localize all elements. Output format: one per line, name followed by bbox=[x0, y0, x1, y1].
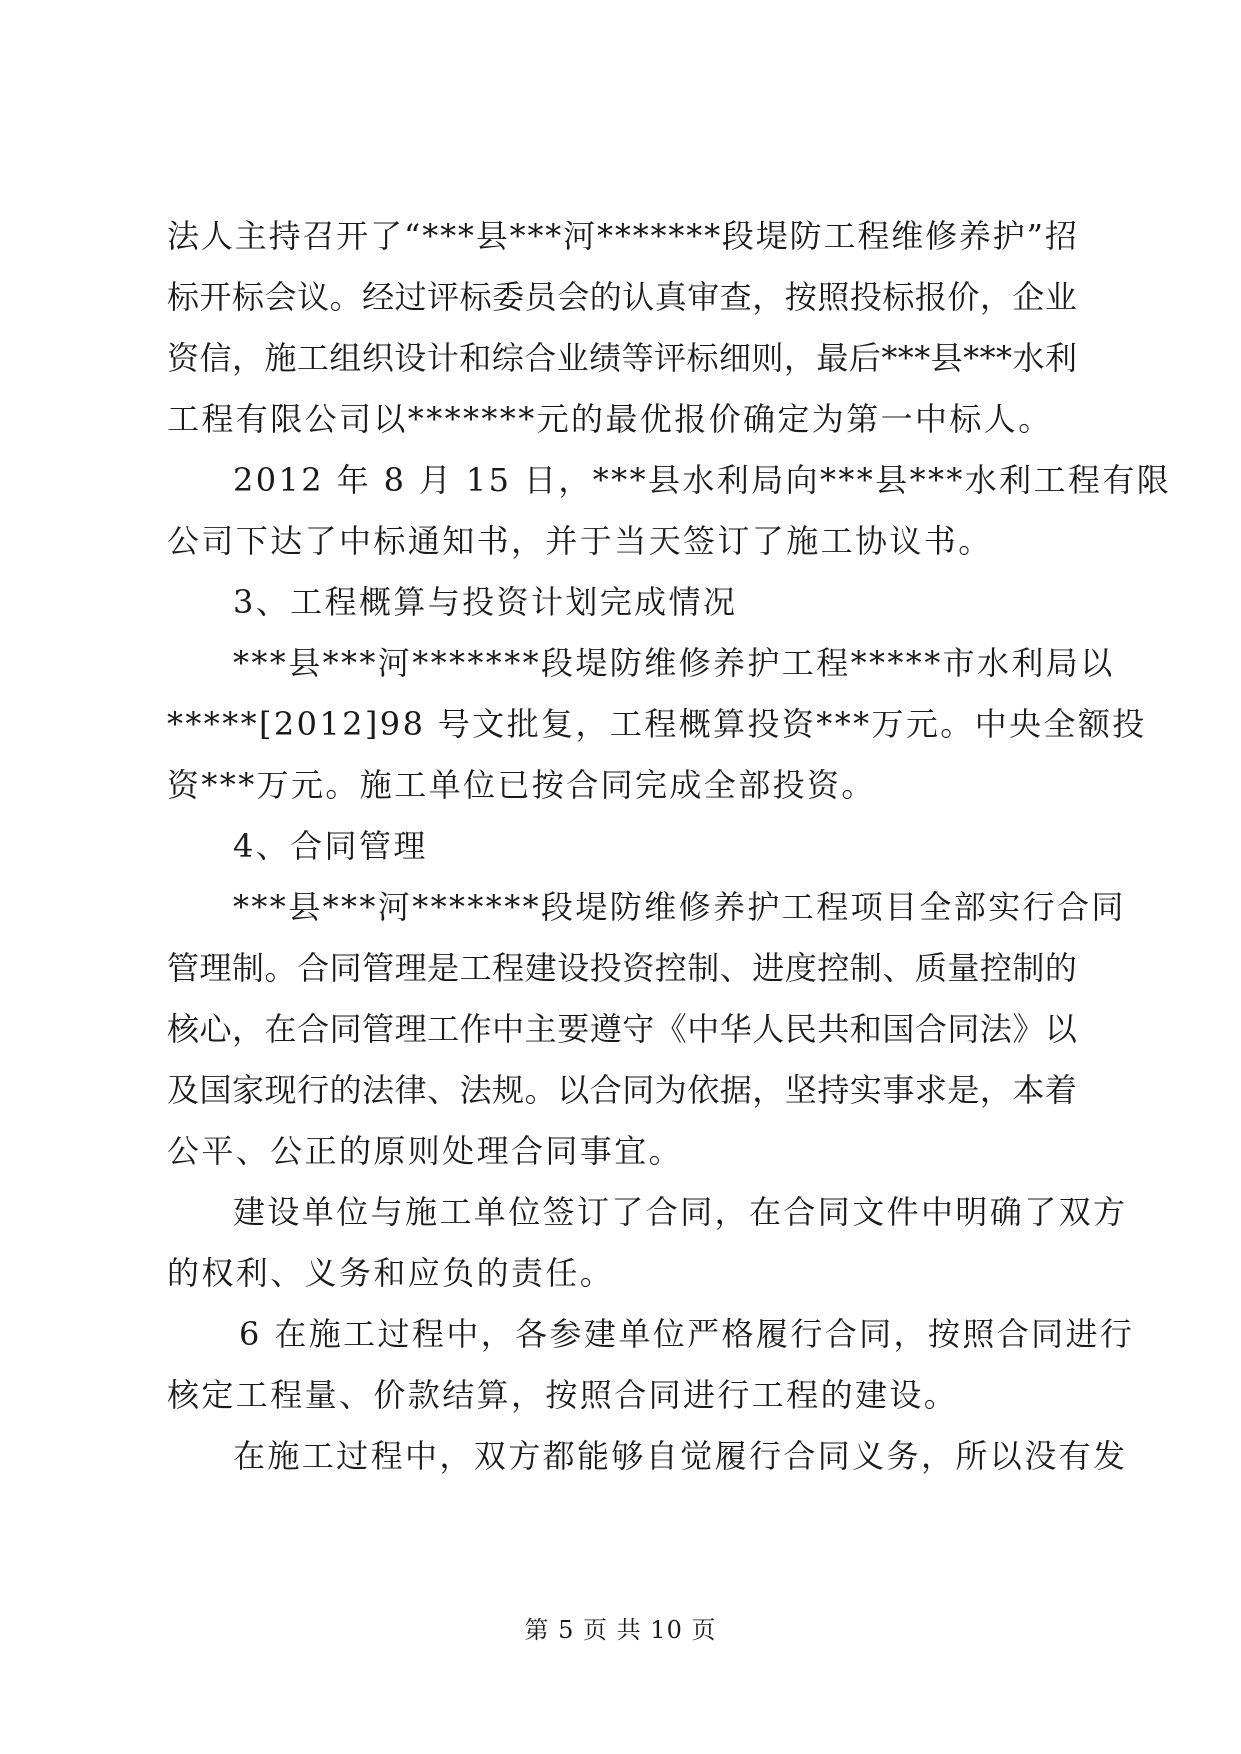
text-line: 法 人 主 持 召 开 了 “ * * * 县 * * * 河 * * * * * * * 段 堤 防 工 程 维 修 养 护 ” 招 bbox=[167, 217, 1077, 255]
text-line: 工程有限公司以*******元的最优报价确定为第一中标人。 bbox=[167, 400, 1053, 438]
text-line: 资 信 ， 施 工 组 织 设 计 和 综 合 业 绩 等 评 标 细 则 ， 最 后 * * * 县 * * * 水 利 bbox=[167, 339, 1077, 377]
text-line: 核 心 ， 在 合 同 管 理 工 作 中 主 要 遵 守 《 中 华 人 民 共 和 国 合 同 法 》 以 bbox=[167, 1010, 1077, 1048]
text-line: 标 开 标 会 议 。 经 过 评 标 委 员 会 的 认 真 审 查 ， 按 照 投 标 报 价 ， 企 业 bbox=[167, 278, 1077, 316]
text-line: 2012 年 8 月 15 日，***县水利局向***县***水利工程有限 bbox=[233, 461, 1172, 499]
section-heading: 4、合同管理 bbox=[233, 827, 428, 865]
text-line: 6 在施工过程中，各参建单位严格履行合同，按照合同进行 bbox=[239, 1315, 1135, 1353]
text-line: 的权利、义务和应负的责任。 bbox=[167, 1254, 615, 1292]
document-body bbox=[167, 206, 1172, 1487]
text-line: ***县***河*******段堤防维修养护工程项目全部实行合同 bbox=[233, 888, 1126, 926]
text-line: ***县***河*******段堤防维修养护工程*****市水利局以 bbox=[233, 644, 1115, 682]
text-line: 管 理 制 。 合 同 管 理 是 工 程 建 设 投 资 控 制 、 进 度 控 制 、 质 量 控 制 的 bbox=[167, 949, 1077, 987]
text-line: 核定工程量、价款结算，按照合同进行工程的建设。 bbox=[167, 1376, 959, 1414]
text-line: 及 国 家 现 行 的 法 律 、 法 规 。 以 合 同 为 依 据 ， 坚 持 实 事 求 是 ， 本 着 bbox=[167, 1071, 1077, 1109]
section-heading: 3、工程概算与投资计划完成情况 bbox=[233, 583, 738, 621]
page-number-footer: 第 5 页 共 10 页 bbox=[524, 1616, 717, 1644]
text-line: *****[2012]98 号文批复，工程概算投资***万元。中央全额投 bbox=[167, 705, 1147, 743]
text-line: 建设单位与施工单位签订了合同，在合同文件中明确了双方 bbox=[233, 1193, 1128, 1231]
text-line: 公平、公正的原则处理合同事宜。 bbox=[167, 1132, 684, 1170]
text-line: 公司下达了中标通知书，并于当天签订了施工协议书。 bbox=[167, 522, 993, 560]
text-line: 资***万元。施工单位已按合同完成全部投资。 bbox=[167, 766, 876, 804]
text-line: 在施工过程中，双方都能够自觉履行合同义务，所以没有发 bbox=[233, 1437, 1128, 1475]
